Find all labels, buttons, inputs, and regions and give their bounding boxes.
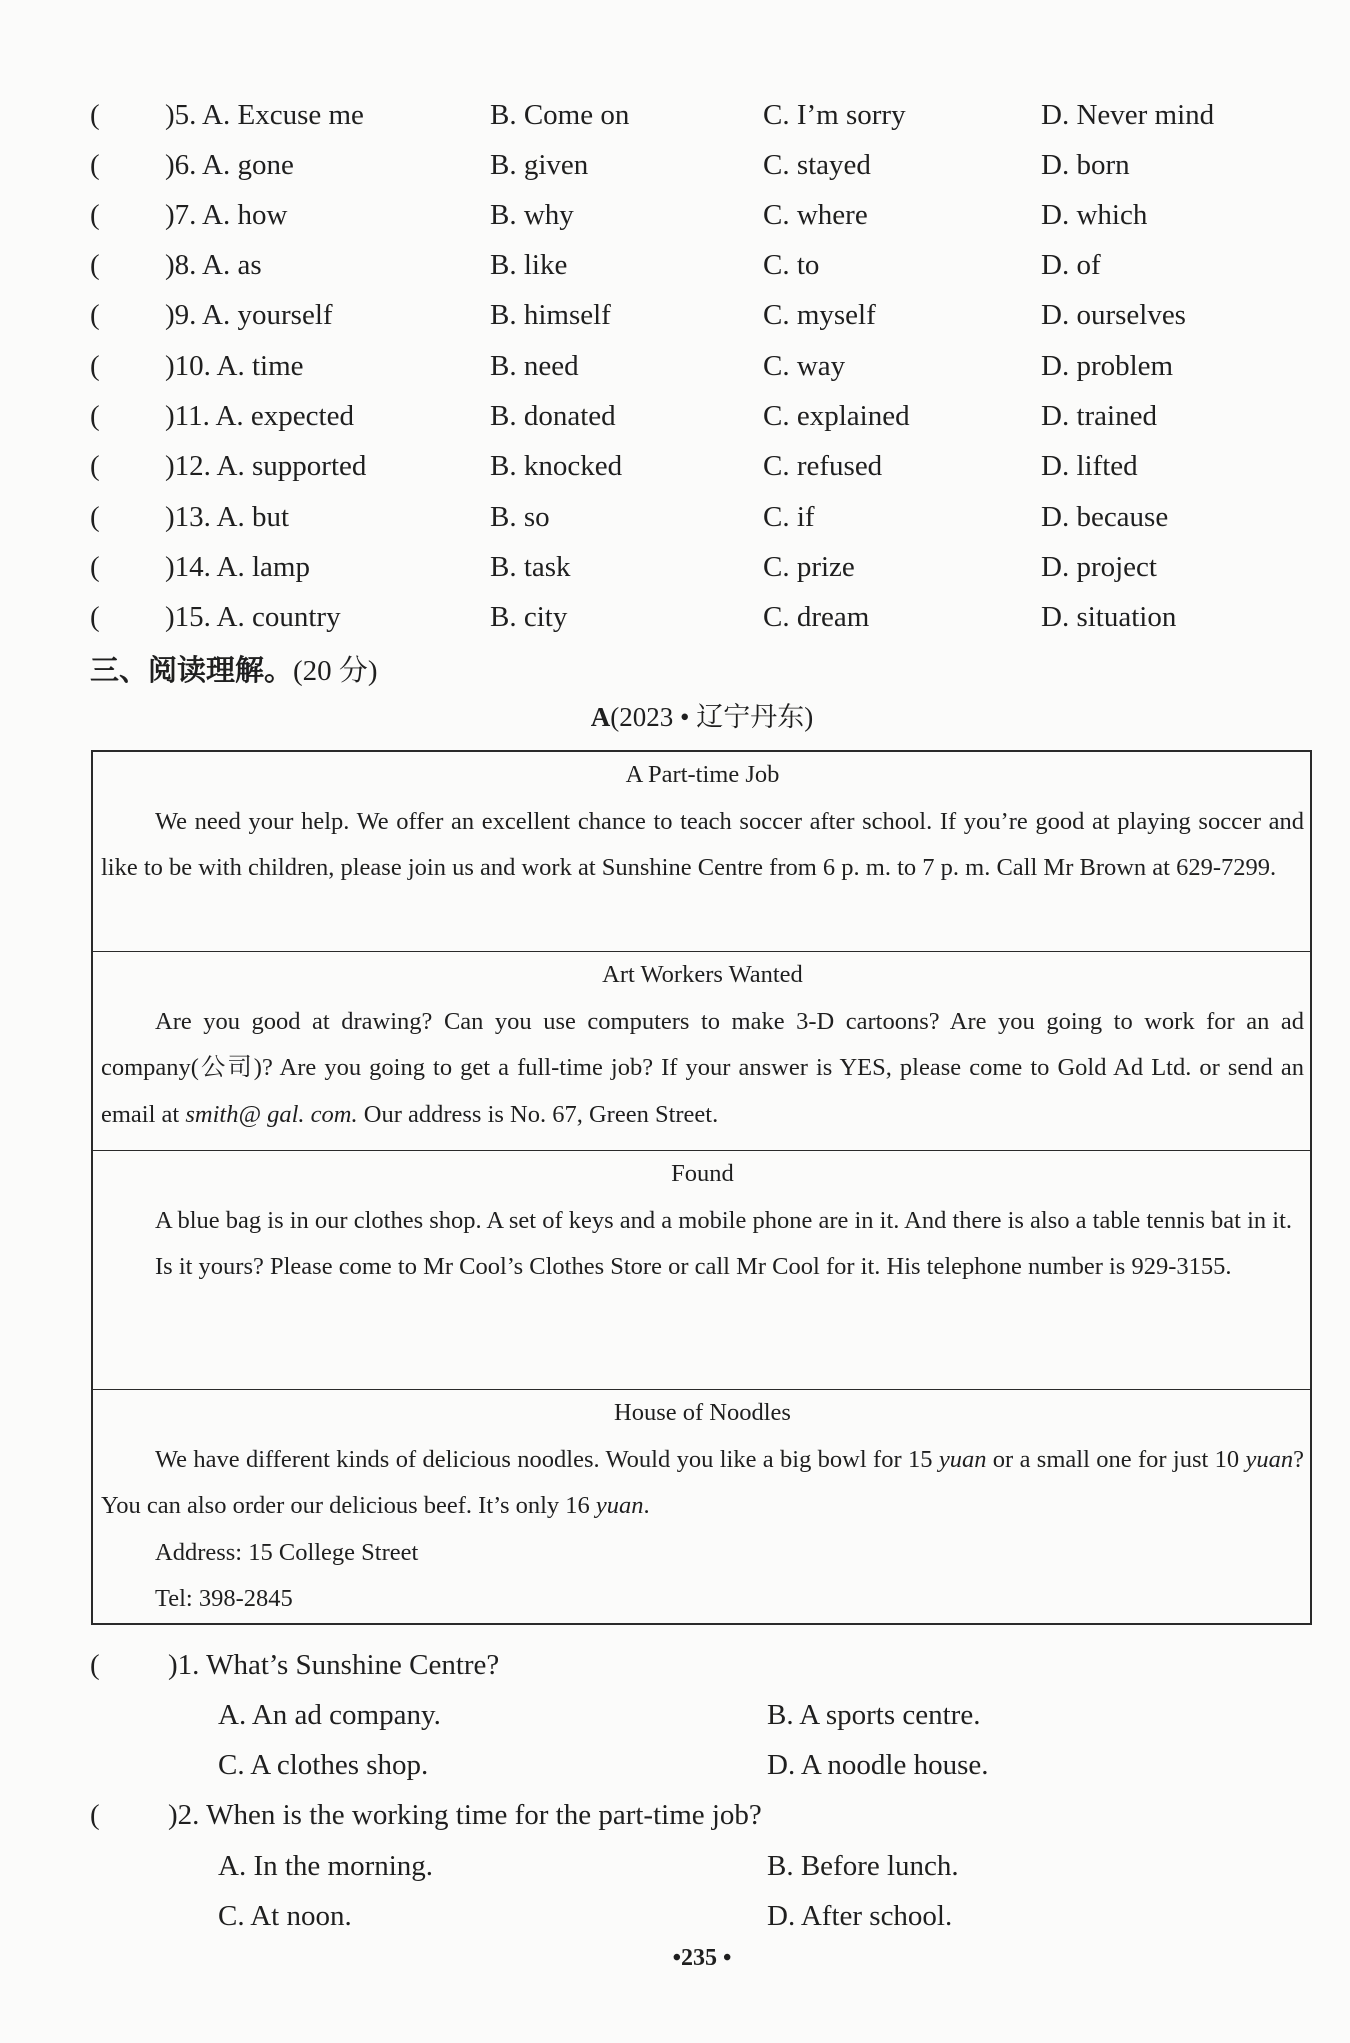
cloze-row-9 [0, 290, 1350, 340]
passage-source: (2023 • 辽宁丹东) [610, 702, 814, 732]
question-2-option-d: D. After school. [767, 1900, 953, 1932]
question-stem: )2. When is the working time for the part-time job? [168, 1799, 762, 1831]
option-b: B. Come on [490, 99, 630, 131]
answer-paren: ( [90, 99, 100, 131]
notice-text: Are you good at drawing? Can you use computers to make 3-D cartoons? Are you going to work for an ad company(公司)? Are you going to get a full-time job? If your answer is YES, please come to Gold Ad Ltd. or send an email at [101, 1007, 1304, 1128]
option-a: )6. A. gone [165, 149, 294, 181]
option-a: )15. A. country [165, 601, 341, 633]
answer-paren: ( [90, 400, 100, 432]
option-b: B. city [490, 601, 568, 633]
option-c: C. where [763, 199, 868, 231]
answer-paren: ( [90, 249, 100, 281]
option-a: )7. A. how [165, 199, 288, 231]
option-a: )10. A. time [165, 350, 304, 382]
page-number: •235 • [672, 1945, 732, 1971]
notice-telephone: Tel: 398-2845 [155, 1585, 293, 1612]
question-2-option-a: A. In the morning. [218, 1850, 434, 1882]
option-d: D. born [1041, 149, 1130, 181]
section-heading [90, 648, 378, 693]
notice-text: . [643, 1492, 650, 1519]
option-c: C. explained [763, 400, 910, 432]
section-score: (20 分) [293, 655, 378, 687]
answer-paren: ( [90, 601, 100, 633]
notice-body: We need your help. We offer an excellent chance to teach soccer after school. If you’re good at playing soccer and like to be with children, please join us and work at Sunshine Centre from 6 p. m. to 7 p. m. Call Mr Brown at 629-7299. [101, 807, 1304, 881]
option-b: B. so [490, 501, 550, 533]
option-d: D. lifted [1041, 450, 1138, 482]
option-d: D. which [1041, 199, 1148, 231]
email-address: smith@ gal. com. [185, 1100, 358, 1128]
option-a: )13. A. but [165, 501, 290, 533]
question-1-option-a: A. An ad company. [218, 1699, 441, 1731]
answer-paren: ( [90, 501, 100, 533]
notice-body: Is it yours? Please come to Mr Cool’s Clothes Store or call Mr Cool for it. His telephone number is 929-3155. [155, 1253, 1232, 1280]
notice-body [101, 999, 1304, 1139]
option-c: C. to [763, 249, 820, 281]
option-b: B. himself [490, 299, 611, 331]
option-d: D. problem [1041, 350, 1174, 382]
question-1-option-c: C. A clothes shop. [218, 1749, 429, 1781]
option-b: B. given [490, 149, 589, 181]
answer-paren: ( [90, 149, 100, 181]
cloze-row-5 [0, 90, 1350, 140]
cloze-row-12 [0, 441, 1350, 491]
notice-house-of-noodles [93, 1389, 1310, 1623]
cloze-row-11 [0, 391, 1350, 441]
option-b: B. why [490, 199, 574, 231]
notice-title: Found [671, 1160, 734, 1187]
answer-paren: ( [90, 1649, 100, 1681]
notice-found [93, 1150, 1310, 1389]
option-a: )5. A. Excuse me [165, 99, 364, 131]
option-d: D. of [1041, 249, 1101, 281]
answer-paren: ( [90, 551, 100, 583]
option-c: C. if [763, 501, 815, 533]
answer-paren: ( [90, 199, 100, 231]
notice-text: or a small one for just 10 [986, 1445, 1246, 1473]
question-stem: )1. What’s Sunshine Centre? [168, 1649, 500, 1681]
cloze-row-10 [0, 341, 1350, 391]
option-a: )12. A. supported [165, 450, 367, 482]
option-b: B. task [490, 551, 571, 583]
option-b: B. need [490, 350, 579, 382]
option-d: D. because [1041, 501, 1169, 533]
question-2-option-c: C. At noon. [218, 1900, 352, 1932]
option-b: B. like [490, 249, 568, 281]
option-d: D. situation [1041, 601, 1177, 633]
notice-title: Art Workers Wanted [602, 961, 803, 988]
option-c: C. stayed [763, 149, 871, 181]
option-d: D. project [1041, 551, 1157, 583]
option-c: C. I’m sorry [763, 99, 906, 131]
cloze-row-7 [0, 190, 1350, 240]
notice-text: ? You can also order our delicious beef. It’s only 16 [101, 1445, 1304, 1519]
answer-paren: ( [90, 299, 100, 331]
option-a: )9. A. yourself [165, 299, 333, 331]
option-c: C. way [763, 350, 846, 382]
option-a: )14. A. lamp [165, 551, 310, 583]
passage-label: A [590, 702, 611, 732]
notice-body [101, 1437, 1304, 1530]
currency-word: yuan [595, 1492, 644, 1519]
option-d: D. trained [1041, 400, 1157, 432]
question-2-option-b: B. Before lunch. [767, 1850, 959, 1882]
cloze-row-6 [0, 140, 1350, 190]
notice-part-time-job [93, 752, 1310, 951]
passage-heading [0, 695, 1350, 739]
notice-title: House of Noodles [614, 1399, 791, 1426]
option-c: C. refused [763, 450, 883, 482]
option-a: )8. A. as [165, 249, 262, 281]
option-d: D. Never mind [1041, 99, 1215, 131]
notice-address: Address: 15 College Street [155, 1538, 419, 1566]
notice-text: Our address is No. 67, Green Street. [357, 1100, 719, 1128]
section-title: 三、阅读理解。 [90, 653, 294, 687]
answer-paren: ( [90, 450, 100, 482]
currency-word: yuan [938, 1445, 987, 1473]
notice-art-workers [93, 951, 1310, 1150]
cloze-row-15 [0, 592, 1350, 642]
option-c: C. prize [763, 551, 855, 583]
answer-paren: ( [90, 350, 100, 382]
option-c: C. myself [763, 299, 876, 331]
option-a: )11. A. expected [165, 400, 354, 432]
notice-title: A Part-time Job [625, 761, 780, 788]
option-c: C. dream [763, 601, 870, 633]
answer-paren: ( [90, 1799, 100, 1831]
option-d: D. ourselves [1041, 299, 1186, 331]
option-b: B. knocked [490, 450, 623, 482]
cloze-row-8 [0, 240, 1350, 290]
notice-body: A blue bag is in our clothes shop. A set of keys and a mobile phone are in it. And there is also a table tennis bat in it. [155, 1206, 1293, 1234]
cloze-row-13 [0, 492, 1350, 542]
notice-text: We have different kinds of delicious noodles. Would you like a big bowl for 15 [155, 1445, 939, 1473]
cloze-row-14 [0, 542, 1350, 592]
notices-box [91, 750, 1312, 1625]
question-1-option-b: B. A sports centre. [767, 1699, 981, 1731]
question-1-option-d: D. A noodle house. [767, 1749, 989, 1781]
option-b: B. donated [490, 400, 616, 432]
currency-word: yuan [1245, 1445, 1294, 1473]
